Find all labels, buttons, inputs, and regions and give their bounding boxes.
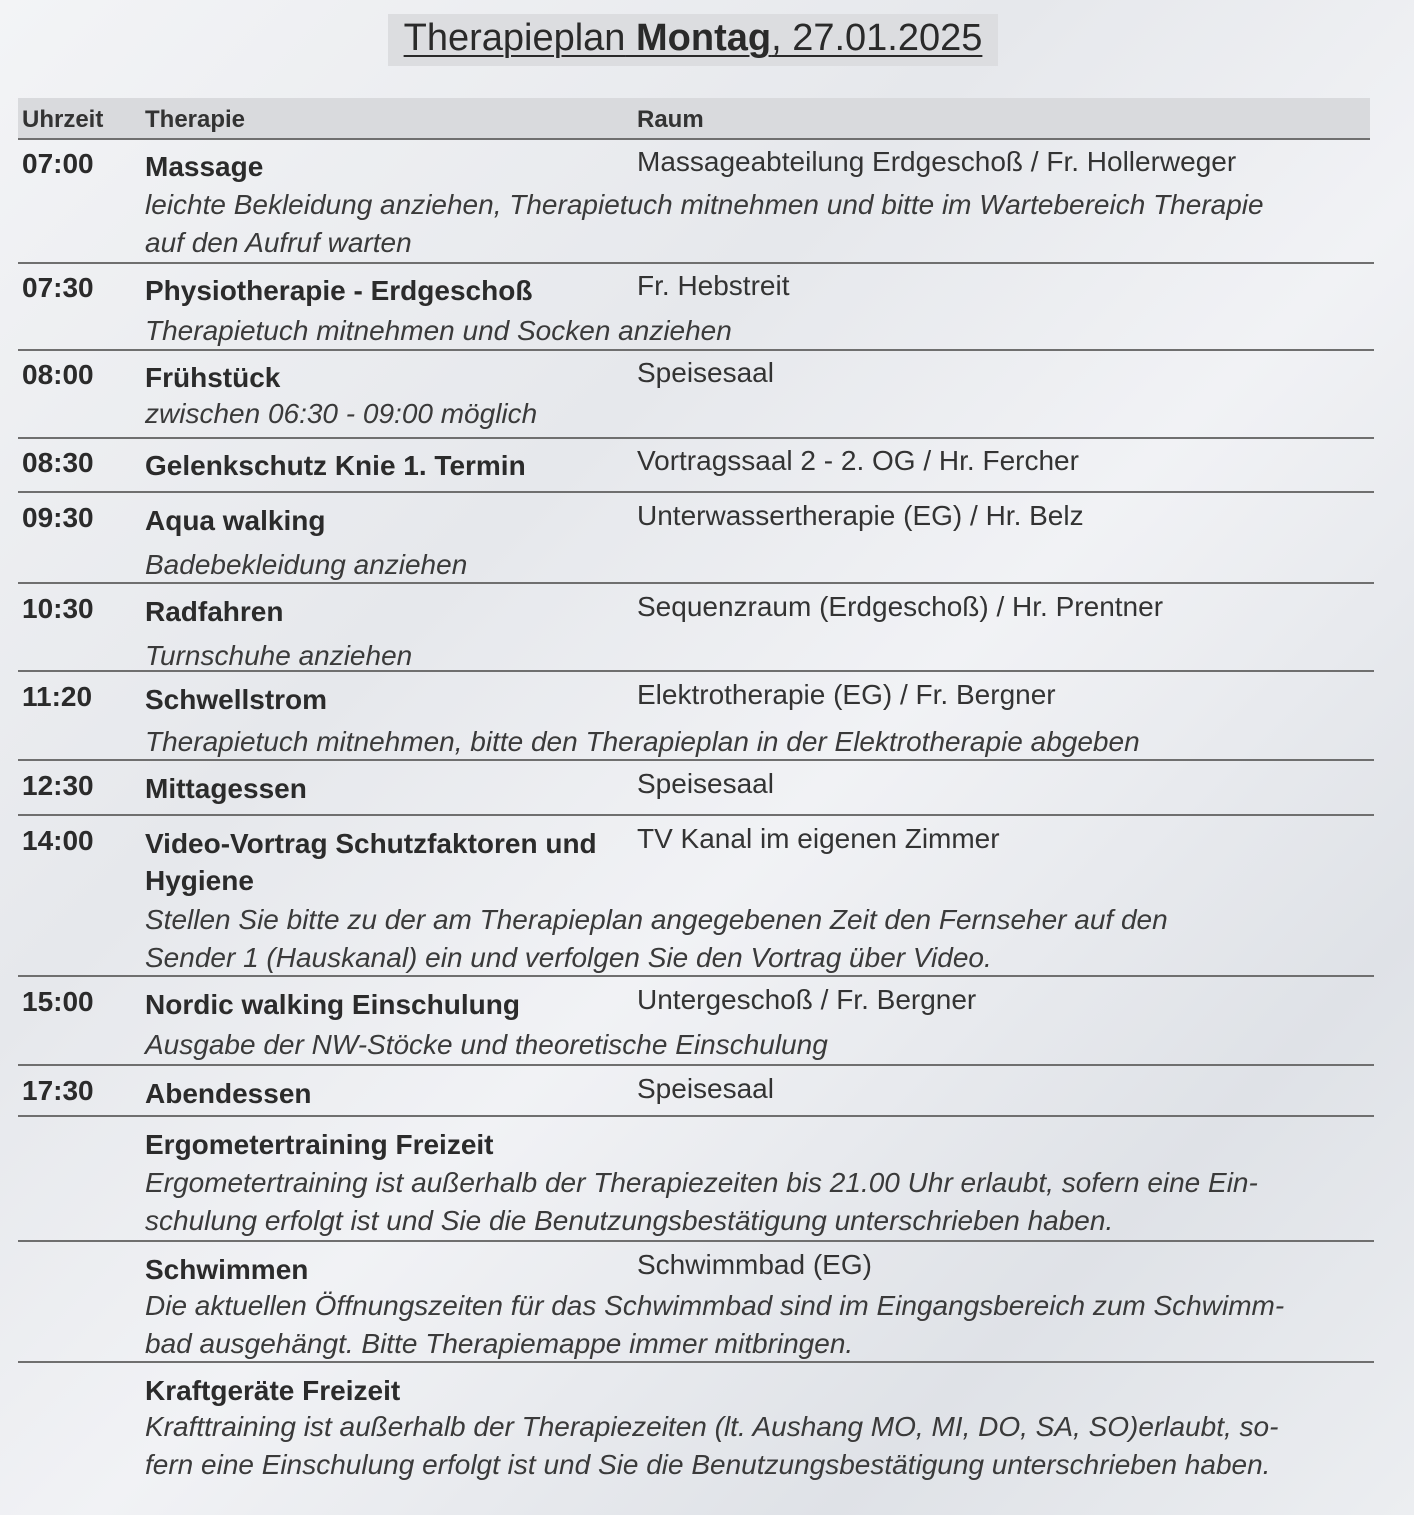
table-row <box>18 1243 1374 1363</box>
row-time: 08:00 <box>22 359 94 390</box>
row-note: Ausgabe der NW-Stöcke und theoretische Einschulung <box>145 1029 828 1060</box>
header-time: Uhrzeit <box>22 106 104 133</box>
table-header <box>18 98 1370 140</box>
title-date: , 27.01.2025 <box>771 17 983 59</box>
row-room: Elektrotherapie (EG) / Fr. Bergner <box>637 679 1056 710</box>
row-note: Stellen Sie bitte zu der am Therapieplan angegebenen Zeit den Fernseher auf den Sender 1 (Hauskanal) ein und verfolgen Sie den Vortrag über Video. <box>145 904 1168 973</box>
page-title <box>388 14 998 66</box>
table-row <box>18 762 1374 816</box>
row-note: zwischen 06:30 - 09:00 möglich <box>145 398 538 429</box>
row-therapy: Massage <box>145 151 264 182</box>
row-therapy: Schwellstrom <box>145 684 328 715</box>
row-therapy: Gelenkschutz Knie 1. Termin <box>145 450 526 481</box>
row-therapy: Abendessen <box>145 1078 312 1109</box>
row-therapy: Schwimmen <box>145 1254 309 1285</box>
row-note: Badebekleidung anziehen <box>145 549 468 580</box>
title-weekday: Montag <box>636 17 772 59</box>
row-note: Therapietuch mitnehmen und Socken anziehen <box>145 315 732 346</box>
row-time: 07:00 <box>22 148 94 179</box>
row-room: Speisesaal <box>637 357 774 388</box>
row-therapy: Ergometertraining Freizeit <box>145 1129 494 1160</box>
table-row <box>18 1364 1374 1494</box>
row-therapy: Nordic walking Einschulung <box>145 989 520 1020</box>
row-note: leichte Bekleidung anziehen, Therapietuch mitnehmen und bitte im Wartebereich Therapie auf den Aufruf warten <box>145 189 1264 258</box>
row-therapy: Kraftgeräte Freizeit <box>145 1375 401 1406</box>
row-time: 17:30 <box>22 1075 94 1106</box>
row-therapy: Mittagessen <box>145 773 307 804</box>
row-time: 09:30 <box>22 502 94 533</box>
table-row <box>18 439 1374 493</box>
row-room: Unterwassertherapie (EG) / Hr. Belz <box>637 500 1084 531</box>
row-therapy: Radfahren <box>145 596 284 627</box>
row-note: Ergometertraining ist außerhalb der Therapiezeiten bis 21.00 Uhr erlaubt, sofern eine Ein- schulung erfolgt ist und Sie die Benutzungsbestätigung unterschrieben haben. <box>145 1167 1258 1236</box>
row-room: Speisesaal <box>637 1073 774 1104</box>
row-note: Therapietuch mitnehmen, bitte den Therapieplan in der Elektrotherapie abgeben <box>145 726 1140 757</box>
header-room: Raum <box>637 106 704 133</box>
header-therapy: Therapie <box>145 106 246 133</box>
table-row <box>18 1118 1374 1242</box>
row-time: 14:00 <box>22 825 94 856</box>
row-room: Speisesaal <box>637 768 774 799</box>
row-therapy: Physiotherapie - Erdgeschoß <box>145 275 533 306</box>
row-room: TV Kanal im eigenen Zimmer <box>637 823 1000 854</box>
row-therapy: Video-Vortrag Schutzfaktoren und Hygiene <box>145 828 597 896</box>
row-time: 12:30 <box>22 770 94 801</box>
table-row <box>18 817 1374 977</box>
table-row <box>18 351 1374 439</box>
table-row <box>18 494 1374 584</box>
row-therapy: Aqua walking <box>145 505 326 536</box>
row-therapy: Frühstück <box>145 362 281 393</box>
row-room: Fr. Hebstreit <box>637 270 790 301</box>
row-time: 08:30 <box>22 447 94 478</box>
table-row <box>18 264 1374 351</box>
row-time: 11:20 <box>22 681 93 712</box>
row-room: Vortragssaal 2 - 2. OG / Hr. Fercher <box>637 445 1079 476</box>
table-row <box>18 978 1374 1066</box>
row-note: Krafttraining ist außerhalb der Therapiezeiten (lt. Aushang MO, MI, DO, SA, SO)erlaubt, so- fern eine Einschulung erfolgt ist und Sie die Benutzungsbestätigung unterschrieben haben. <box>145 1411 1279 1480</box>
row-room: Massageabteilung Erdgeschoß / Fr. Hollerweger <box>637 146 1237 177</box>
row-time: 10:30 <box>22 593 94 624</box>
table-row <box>18 585 1374 672</box>
row-note: Turnschuhe anziehen <box>145 640 413 671</box>
row-room: Sequenzraum (Erdgeschoß) / Hr. Prentner <box>637 591 1164 622</box>
row-time: 15:00 <box>22 986 94 1017</box>
row-note: Die aktuellen Öffnungszeiten für das Schwimmbad sind im Eingangsbereich zum Schwimm- bad ausgehängt. Bitte Therapiemappe immer mitbringen. <box>145 1290 1285 1359</box>
row-time: 07:30 <box>22 272 94 303</box>
row-room: Schwimmbad (EG) <box>637 1249 872 1280</box>
table-row <box>18 140 1374 264</box>
table-row <box>18 673 1374 761</box>
table-row <box>18 1067 1374 1117</box>
row-room: Untergeschoß / Fr. Bergner <box>637 984 977 1015</box>
title-prefix: Therapieplan <box>403 17 626 59</box>
